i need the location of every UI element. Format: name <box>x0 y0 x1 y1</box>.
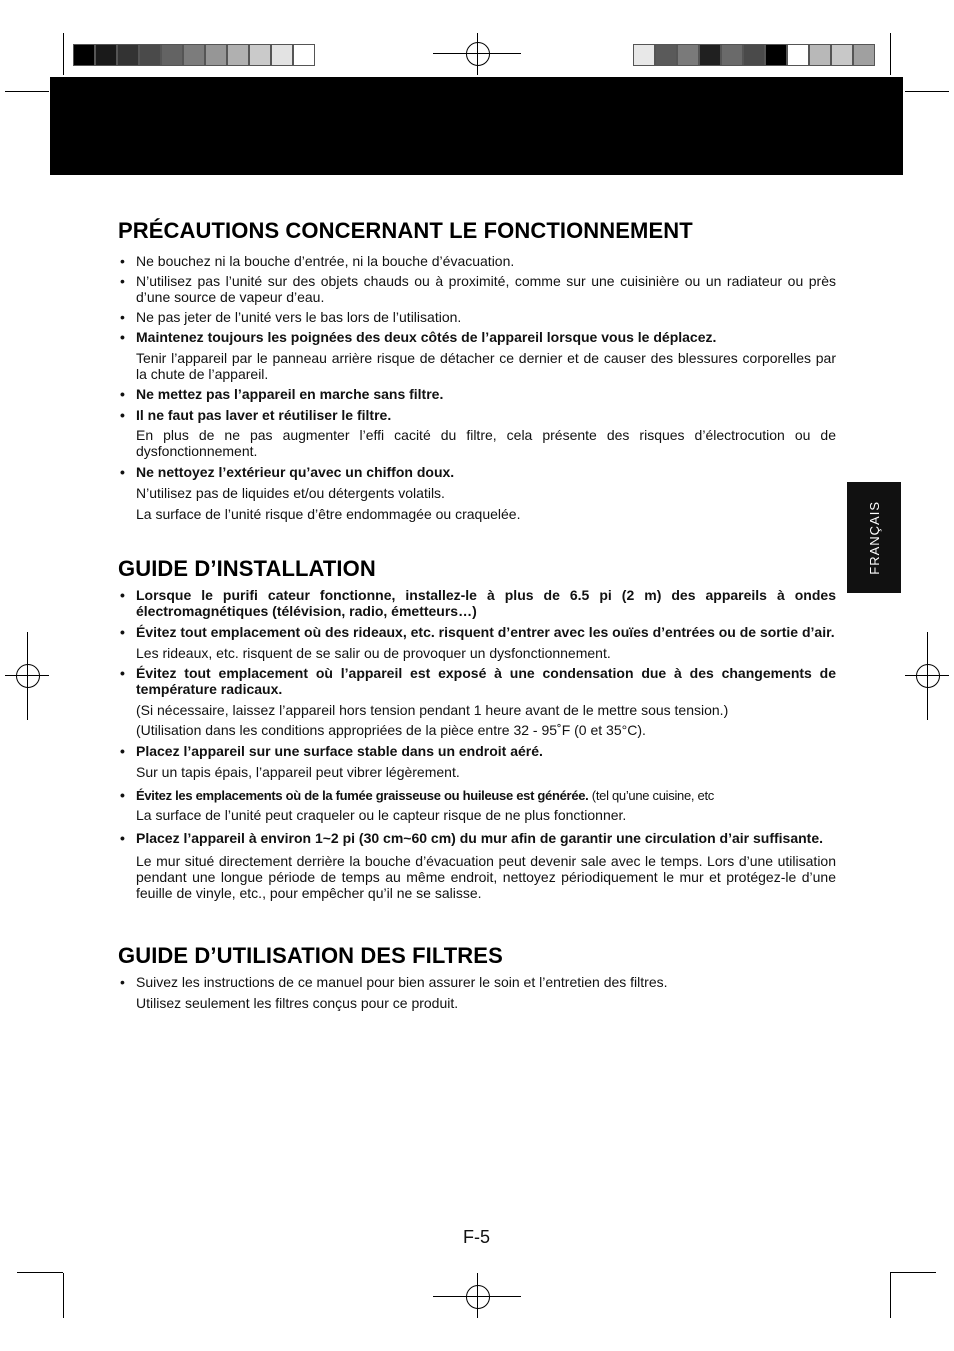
crop-mark <box>63 1273 64 1318</box>
language-tab <box>847 482 901 593</box>
color-swatch <box>73 44 95 66</box>
list-item-note: Tenir l’appareil par le panneau arrière risque de détacher ce dernier et de causer des blessures corporelles par la chute de l’appareil. <box>136 350 836 382</box>
registration-line <box>477 33 478 75</box>
section-title-installation: GUIDE D’INSTALLATION <box>118 556 376 581</box>
list-item: • Il ne faut pas laver et réutiliser le filtre. <box>120 407 392 423</box>
list-item: • Évitez les emplacements où de la fumée graisseuse ou huileuse est générée. (tel qu’une cuisine, etc <box>120 787 714 803</box>
installation-list <box>118 587 836 901</box>
list-item-note: Utilisez seulement les filtres conçus pour ce produit. <box>136 995 459 1011</box>
list-item-note: N’utilisez pas de liquides et/ou détergents volatils. <box>136 485 445 501</box>
color-swatch <box>139 44 161 66</box>
list-item-note: La surface de l’unité risque d’être endommagée ou craquelée. <box>136 506 521 522</box>
registration-mark-right <box>916 664 940 688</box>
color-swatch <box>271 44 293 66</box>
list-item: • Lorsque le purifi cateur fonctionne, installez-le à plus de 6.5 pi (2 m) des appareils à ondes électromagnétiques (télévision, radio, émetteurs…) <box>120 587 836 619</box>
list-item: • Ne nettoyez l’extérieur qu’avec un chiffon doux. <box>120 464 455 480</box>
registration-mark-bottom <box>466 1285 490 1309</box>
color-swatch <box>183 44 205 66</box>
color-swatch <box>293 44 315 66</box>
color-swatch <box>809 44 831 66</box>
color-swatch <box>95 44 117 66</box>
color-bar-right <box>633 44 875 66</box>
registration-mark-top <box>466 42 490 66</box>
color-swatch <box>743 44 765 66</box>
list-item: • N’utilisez pas l’unité sur des objets chauds ou à proximité, comme sur une cuisinière ou un radiateur ou près d’une source de vapeur d’eau. <box>120 273 836 305</box>
list-item-note: En plus de ne pas augmenter l’effi cacité du filtre, cela présente des risques d’électrocution ou de dysfonctionnement. <box>136 427 836 459</box>
crop-mark <box>890 1273 891 1318</box>
crop-mark <box>17 1272 63 1273</box>
color-swatch <box>765 44 787 66</box>
list-item-note: (Utilisation dans les conditions appropriées de la pièce entre 32 - 95˚F (0 et 35°C). <box>136 722 646 738</box>
list-item: • Ne bouchez ni la bouche d’entrée, ni la bouche d’évacuation. <box>120 253 515 269</box>
crop-mark <box>905 91 949 92</box>
color-swatch <box>831 44 853 66</box>
color-swatch <box>655 44 677 66</box>
list-item-note: Le mur situé directement derrière la bouche d’évacuation peut devenir sale avec le temps. Lors d’une utilisation pendant une longue période de temps au même endroit, nettoyez périodiquement le mur et protégez-le d’une feuille de vinyle, etc., pour empêcher qu’il ne se salisse. <box>136 853 836 901</box>
list-item-note: Sur un tapis épais, l’appareil peut vibrer légèrement. <box>136 764 460 780</box>
precautions-list <box>118 253 836 522</box>
crop-mark <box>5 91 49 92</box>
language-tab-label: FRANÇAIS <box>866 500 882 575</box>
crop-mark <box>890 33 891 75</box>
color-swatch <box>699 44 721 66</box>
list-item-note: (Si nécessaire, laissez l’appareil hors tension pendant 1 heure avant de le mettre sous tension.) <box>136 702 729 718</box>
list-item: • Placez l’appareil sur une surface stable dans un endroit aéré. <box>120 743 543 759</box>
color-swatch <box>249 44 271 66</box>
registration-mark-left <box>16 664 40 688</box>
list-item-note: Les rideaux, etc. risquent de se salir ou de provoquer un dysfonctionnement. <box>136 645 611 661</box>
color-bar-left <box>73 44 315 66</box>
color-swatch <box>227 44 249 66</box>
registration-line <box>927 632 928 720</box>
crop-mark <box>890 1272 936 1273</box>
color-swatch <box>721 44 743 66</box>
list-item: • Ne mettez pas l’appareil en marche sans filtre. <box>120 386 444 402</box>
filters-list <box>118 974 836 1011</box>
list-item: • Placez l’appareil à environ 1~2 pi (30 cm~60 cm) du mur afin de garantir une circulation d’air suffisante. <box>120 830 823 846</box>
page-number: F-5 <box>463 1227 490 1247</box>
color-swatch <box>205 44 227 66</box>
list-item-note: La surface de l’unité peut craqueler ou le capteur risque de ne plus fonctionner. <box>136 807 627 823</box>
color-swatch <box>787 44 809 66</box>
page-content <box>118 218 836 1011</box>
list-item: • Suivez les instructions de ce manuel pour bien assurer le soin et l’entretien des filtres. <box>120 974 668 990</box>
header-bar <box>50 77 903 175</box>
section-title-precautions: PRÉCAUTIONS CONCERNANT LE FONCTIONNEMENT <box>118 218 693 243</box>
section-title-filters: GUIDE D’UTILISATION DES FILTRES <box>118 943 503 968</box>
color-swatch <box>633 44 655 66</box>
color-swatch <box>161 44 183 66</box>
list-item: • Maintenez toujours les poignées des deux côtés de l’appareil lorsque vous le déplacez. <box>120 329 717 345</box>
registration-line <box>27 632 28 720</box>
list-item: • Évitez tout emplacement où des rideaux, etc. risquent d’entrer avec les ouïes d’entrées ou de sortie d’air. <box>120 624 835 640</box>
color-swatch <box>677 44 699 66</box>
color-swatch <box>117 44 139 66</box>
color-swatch <box>853 44 875 66</box>
crop-mark <box>63 33 64 75</box>
list-item: • Évitez tout emplacement où l’appareil est exposé à une condensation due à des changements de température radicaux. <box>120 665 836 697</box>
list-item: • Ne pas jeter de l’unité vers le bas lors de l’utilisation. <box>120 309 462 325</box>
registration-line <box>477 1273 478 1318</box>
